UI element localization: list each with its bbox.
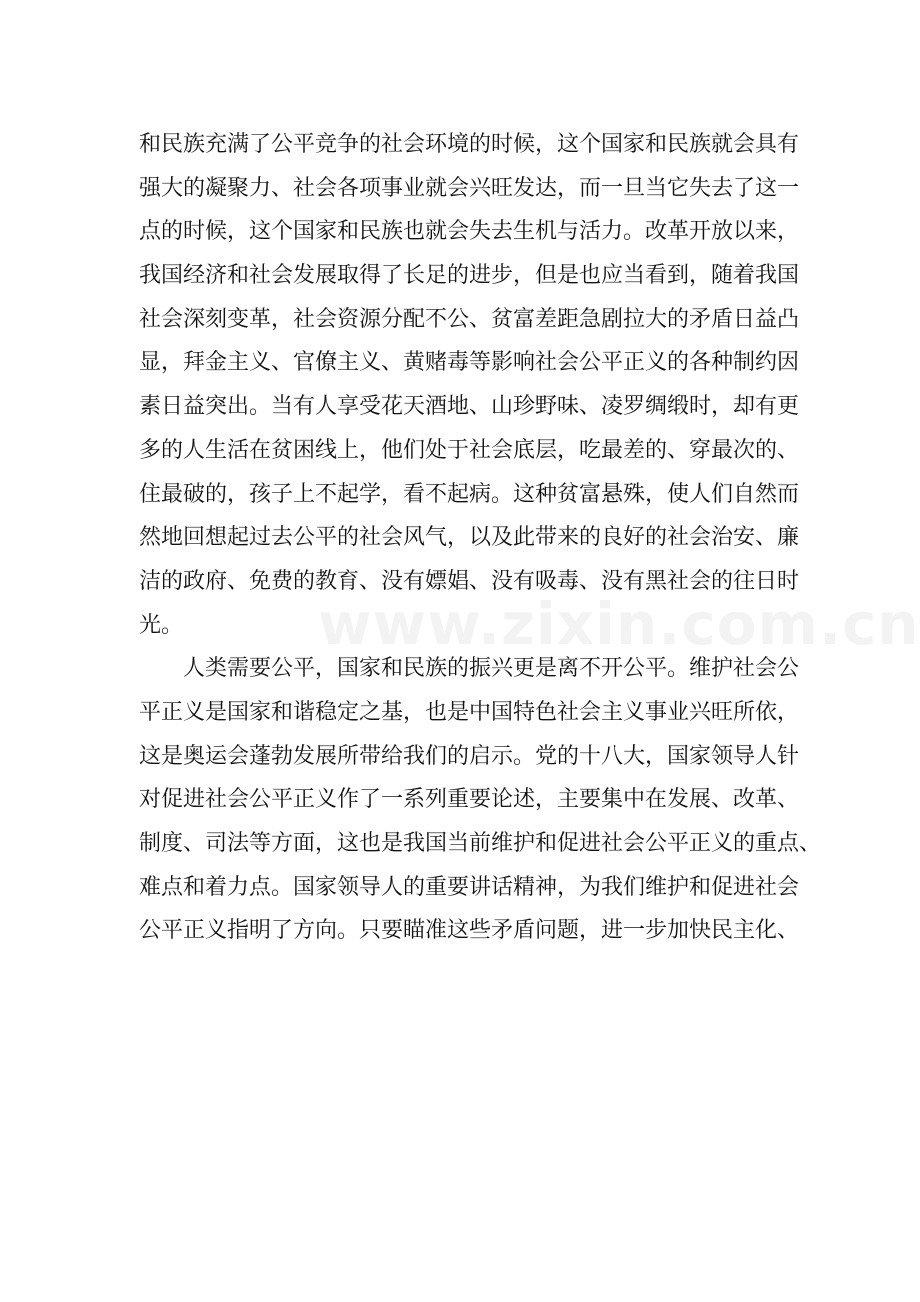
text-line: 住最破的，孩子上不起学，看不起病。这种贫富悬殊，使人们自然而	[139, 481, 800, 507]
text-line: 和民族充满了公平竞争的社会环境的时候，这个国家和民族就会具有	[139, 132, 800, 157]
text-line: 对促进社会公平正义作了一系列重要论述，主要集中在发展、改革、	[139, 787, 800, 813]
paragraph-1	[139, 123, 799, 647]
text-line: 洁的政府、免费的教育、没有嫖娼、没有吸毒、没有黑社会的往日时	[139, 568, 800, 594]
text-line: 公平正义指明了方向。只要瞄准这些矛盾问题，进一步加快民主化、	[139, 918, 800, 944]
text-line: 光。	[139, 612, 184, 638]
text-line: 社会深刻变革，社会资源分配不公、贫富差距急剧拉大的矛盾日益凸	[139, 306, 800, 332]
text-line: 点的时候，这个国家和民族也就会失去生机与活力。改革开放以来，	[139, 219, 800, 245]
paragraph-2	[139, 647, 822, 953]
text-line: 然地回想起过去公平的社会风气，以及此带来的良好的社会治安、廉	[139, 525, 800, 551]
text-line: 强大的凝聚力、社会各项事业就会兴旺发达，而一旦当它失去了这一	[139, 175, 800, 201]
text-line: 这是奥运会蓬勃发展所带给我们的启示。党的十八大，国家领导人针	[139, 743, 800, 769]
body-text	[139, 123, 822, 953]
text-line: 平正义是国家和谐稳定之基，也是中国特色社会主义事业兴旺所依，	[139, 699, 800, 725]
text-line: 难点和着力点。国家领导人的重要讲话精神，为我们维护和促进社会	[139, 874, 800, 900]
text-line: 显，拜金主义、官僚主义、黄赌毒等影响社会公平正义的各种制约因	[139, 350, 800, 376]
text-line: 素日益突出。当有人享受花天酒地、山珍野味、凌罗绸缎时，却有更	[139, 394, 800, 420]
text-line: 我国经济和社会发展取得了长足的进步，但是也应当看到，随着我国	[139, 263, 800, 289]
text-line: 制度、司法等方面，这也是我国当前维护和促进社会公平正义的重点、	[139, 831, 822, 856]
text-line: 多的人生活在贫困线上，他们处于社会底层，吃最差的、穿最次的、	[139, 437, 800, 463]
text-line: 人类需要公平，国家和民族的振兴更是离不开公平。维护社会公	[183, 656, 800, 682]
